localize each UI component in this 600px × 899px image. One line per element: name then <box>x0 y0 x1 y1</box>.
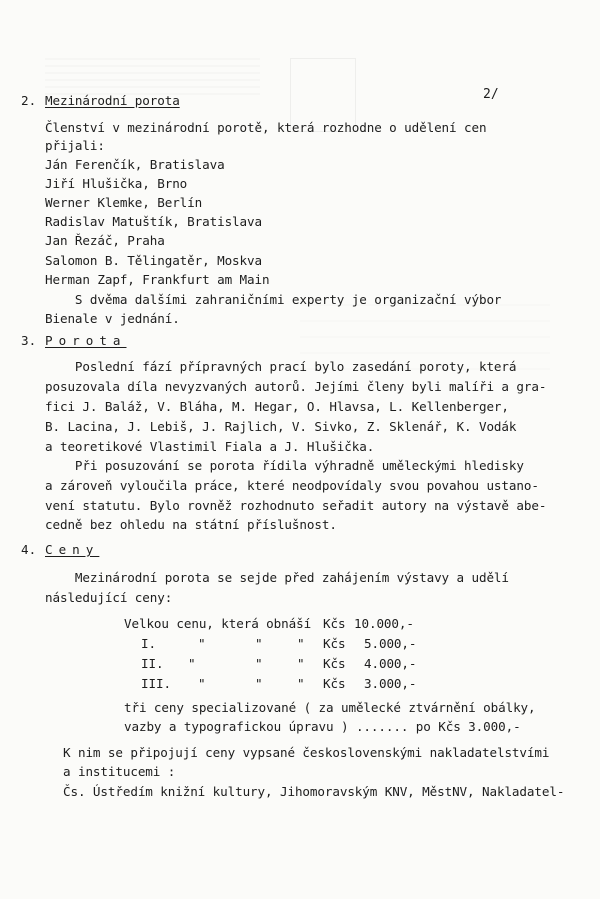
ditto-mark: " <box>297 656 305 671</box>
section-title: Ceny <box>45 542 100 557</box>
text-line: cedně bez ohledu na státní příslušnost. <box>45 517 337 532</box>
section-title: Porota <box>45 333 127 348</box>
prize-label: Velkou cenu, která obnáší <box>124 616 312 631</box>
prize-label: I. <box>141 636 156 651</box>
text-line: Mezinárodní porota se sejde před zahájením výstavy a udělí <box>45 570 509 585</box>
section-number: 3. <box>21 333 37 348</box>
text-line: Poslední fází přípravných prací bylo zasedání poroty, která <box>45 359 517 374</box>
section-number: 2. <box>21 93 37 108</box>
ditto-mark: " <box>255 676 263 691</box>
juror-name: Salomon B. Tělingatěr, Moskva <box>45 253 262 268</box>
ditto-mark: " <box>198 636 206 651</box>
text-line: přijali: <box>45 138 105 153</box>
text-line: Při posuzování se porota řídila výhradně uměleckými hledisky <box>45 458 524 473</box>
ditto-mark: " <box>255 636 263 651</box>
ditto-mark: " <box>297 676 305 691</box>
text-line: a teoretikové Vlastimil Fiala a J. Hlušička. <box>45 439 375 454</box>
text-line: a institucemi : <box>63 764 176 779</box>
juror-name: Ján Ferenčík, Bratislava <box>45 157 225 172</box>
juror-name: Werner Klemke, Berlín <box>45 195 203 210</box>
prize-amount: 4.000,- <box>364 656 417 671</box>
text-line: a zároveň vyloučila práce, které neodpovídaly svou povahou ustano- <box>45 478 539 493</box>
text-line: následující ceny: <box>45 590 173 605</box>
section-title: Mezinárodní porota <box>45 93 180 108</box>
text-line: Čs. Ústředím knižní kultury, Jihomoravským KNV, MěstNV, Nakladatel- <box>63 784 565 799</box>
show-through-text-block <box>45 55 260 95</box>
text-line: vazby a typografickou úpravu ) ....... po Kčs 3.000,- <box>124 719 521 734</box>
text-line: tři ceny specializované ( za umělecké ztvárnění obálky, <box>124 700 536 715</box>
juror-name: Herman Zapf, Frankfurt am Main <box>45 272 270 287</box>
section-number: 4. <box>21 542 37 557</box>
text-line: B. Lacina, J. Lebiš, J. Rajlich, V. Sivko, Z. Sklenář, K. Vodák <box>45 419 517 434</box>
prize-label: III. <box>141 676 171 691</box>
text-line: fici J. Baláž, V. Bláha, M. Hegar, O. Hlavsa, L. Kellenberger, <box>45 399 509 414</box>
prize-label: II. <box>141 656 164 671</box>
prize-currency: Kčs <box>323 616 346 631</box>
prize-amount: 5.000,- <box>364 636 417 651</box>
juror-name: Radislav Matuštík, Bratislava <box>45 214 262 229</box>
prize-currency: Kčs <box>323 676 346 691</box>
ditto-mark: " <box>297 636 305 651</box>
text-line: vení statutu. Bylo rovněž rozhodnuto seřadit autory na výstavě abe- <box>45 498 547 513</box>
ditto-mark: " <box>198 676 206 691</box>
page-number: 2/ <box>483 87 499 102</box>
ditto-mark: " <box>188 656 196 671</box>
prize-currency: Kčs <box>323 656 346 671</box>
prize-amount: 3.000,- <box>364 676 417 691</box>
ditto-mark: " <box>255 656 263 671</box>
text-line: Členství v mezinárodní porotě, která rozhodne o udělení cen <box>45 120 487 135</box>
text-line: S dvěma dalšími zahraničními experty je organizační výbor <box>45 292 502 307</box>
juror-name: Jan Řezáč, Praha <box>45 233 165 248</box>
juror-name: Jiří Hlušička, Brno <box>45 176 188 191</box>
text-line: Bienale v jednání. <box>45 311 180 326</box>
prize-currency: Kčs <box>323 636 346 651</box>
prize-amount: 10.000,- <box>354 616 414 631</box>
text-line: posuzovala díla nevyzvaných autorů. Jejími členy byli malíři a gra- <box>45 379 547 394</box>
text-line: K nim se připojují ceny vypsané československými nakladatelstvími <box>63 745 550 760</box>
